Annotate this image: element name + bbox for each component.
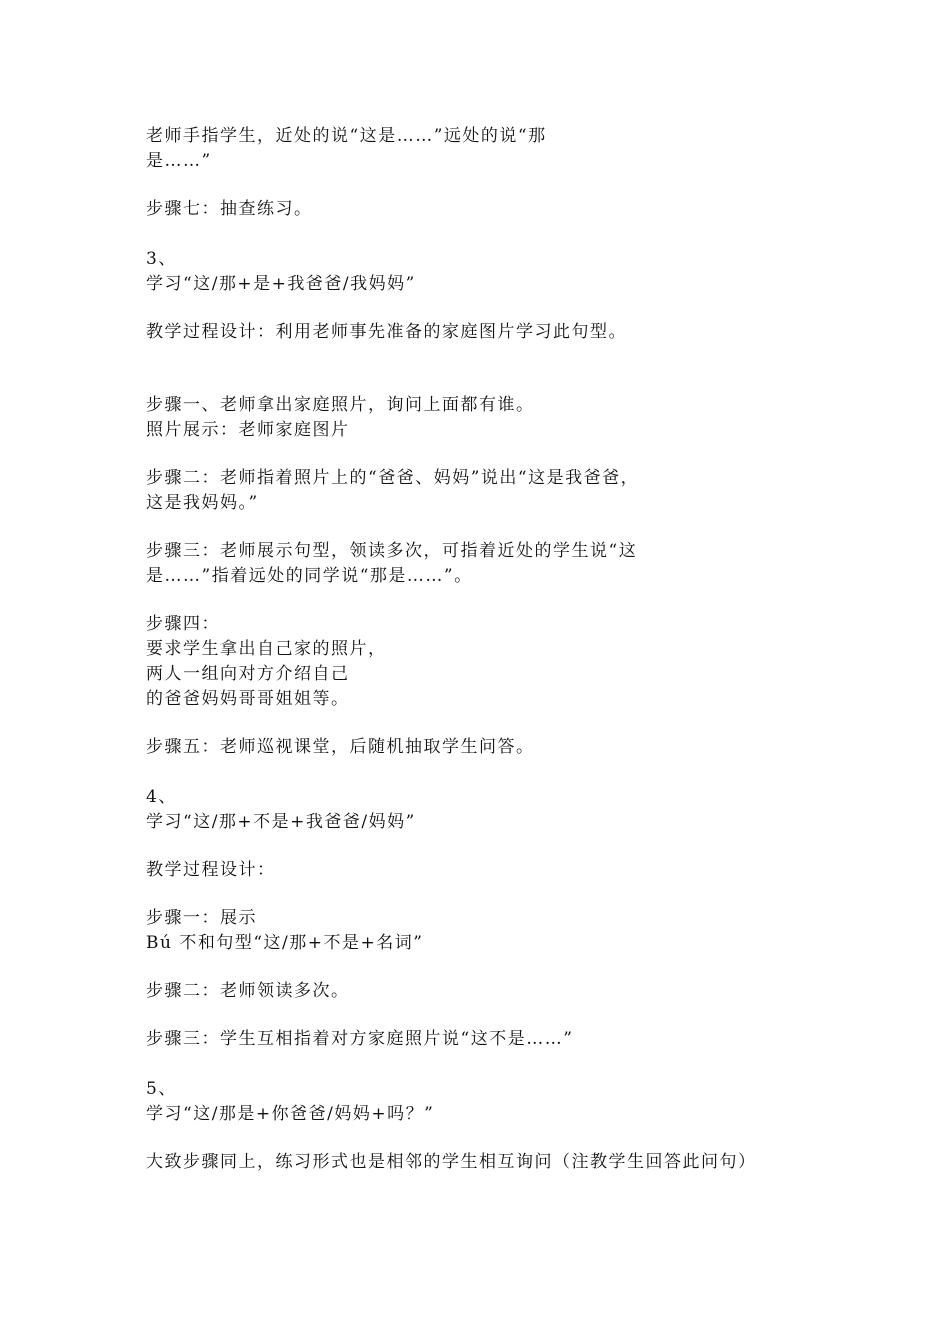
step-heading: 步骤三：学生互相指着对方家庭照片说“这不是……” [146, 1029, 574, 1049]
step-heading: 步骤四： [146, 614, 220, 634]
text-line: 两人一组向对方介绍自己 [146, 664, 350, 684]
text-line: 教学过程设计： [146, 860, 276, 880]
text-line: 这是我妈妈。” [146, 493, 259, 513]
section-number: 3、 [146, 249, 177, 269]
step-heading: 步骤五：老师巡视课堂，后随机抽取学生问答。 [146, 737, 535, 757]
text-line: 照片展示：老师家庭图片 [146, 420, 350, 440]
step-heading: 步骤一、老师拿出家庭照片，询问上面都有谁。 [146, 395, 535, 415]
section-title: 学习“这/那是+你爸爸/妈妈+吗？” [146, 1104, 435, 1124]
text-line: 大致步骤同上，练习形式也是相邻的学生相互询问（注教学生回答此问句） [146, 1152, 757, 1172]
step-heading: 步骤一：展示 [146, 908, 257, 928]
step-heading: 步骤二：老师领读多次。 [146, 981, 350, 1001]
step-heading: 步骤三：老师展示句型，领读多次，可指着近处的学生说“这 [146, 541, 638, 561]
text-line: Bú 不和句型“这/那+不是+名词” [146, 933, 424, 953]
section-title: 学习“这/那+不是+我爸爸/妈妈” [146, 812, 416, 832]
text-line: 老师手指学生，近处的说“这是……”远处的说“那 [146, 126, 547, 146]
text-line: 是……” [146, 151, 212, 171]
text-line: 要求学生拿出自己家的照片， [146, 639, 387, 659]
section-title: 学习“这/那+是+我爸爸/我妈妈” [146, 274, 416, 294]
text-line: 是……”指着远处的同学说“那是……”。 [146, 566, 473, 586]
text-line: 教学过程设计：利用老师事先准备的家庭图片学习此句型。 [146, 322, 627, 342]
step-heading: 步骤七：抽查练习。 [146, 199, 313, 219]
section-number: 4、 [146, 787, 177, 807]
section-number: 5、 [146, 1079, 177, 1099]
step-heading: 步骤二：老师指着照片上的“爸爸、妈妈”说出“这是我爸爸， [146, 468, 640, 488]
text-line: 的爸爸妈妈哥哥姐姐等。 [146, 689, 350, 709]
document-body [146, 124, 826, 1175]
